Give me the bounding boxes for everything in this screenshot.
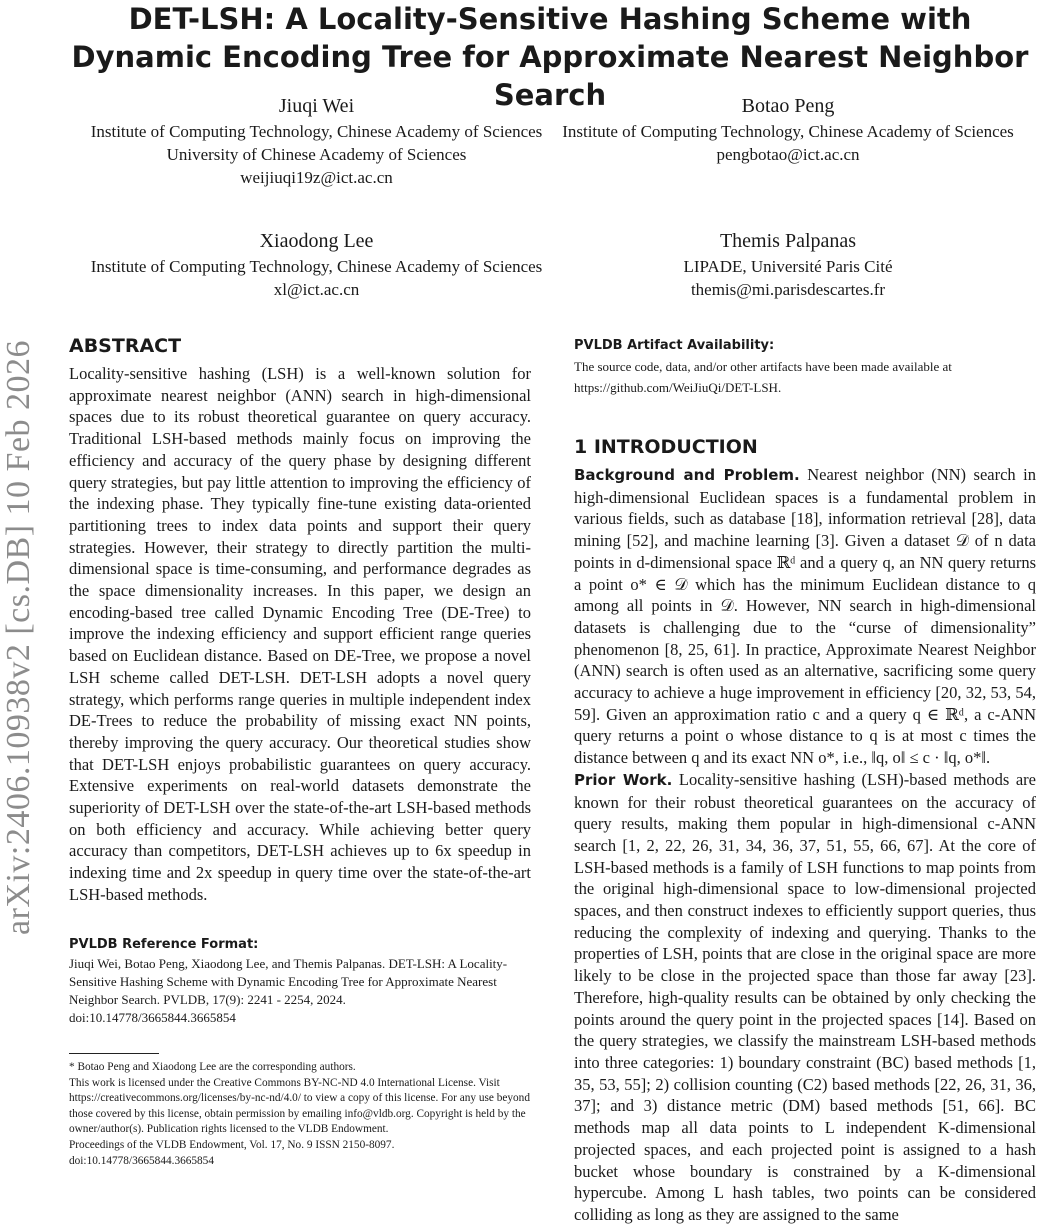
introduction-heading: 1 INTRODUCTION bbox=[574, 436, 758, 458]
footnote-proceedings: Proceedings of the VLDB Endowment, Vol. 17, No. 9 ISSN 2150-8097. bbox=[69, 1138, 395, 1151]
reference-format-text: Jiuqi Wei, Botao Peng, Xiaodong Lee, and Themis Palpanas. DET-LSH: A Locality-Sensitive Hashing Scheme with Dynamic Encoding Tree for Approximate Nearest Neighbor Search. PVLDB, 17(9): 2241 - 2254, 2024. bbox=[69, 956, 508, 1007]
footnote-doi[interactable]: doi:10.14778/3665844.3665854 bbox=[69, 1154, 214, 1167]
reference-doi[interactable]: doi:10.14778/3665844.3665854 bbox=[69, 1010, 236, 1025]
intro-paragraph-2-text: Locality-sensitive hashing (LSH)-based methods are known for their robust theoretical guarantees on the accuracy of query results, making them popular in high-dimensional c-ANN search [1, 2, 22, 26, 31, 34, 36, 37, 51, 55, 66, 67]. At the core of LSH-based methods is a family of LSH functions to map points from the original high-dimensional space to low-dimensional projected spaces, and then construct indexes to efficiently support queries, thus reducing the complexity of indexing and querying. Thanks to the properties of LSH, points that are close in the original space are more likely to be close in the projected space than those far away [23]. Therefore, high-quality results can be obtained by only checking the points around the query point in the projected spaces [14]. Based on the query strategies, we classify the mainstream LSH-based methods into three categories: 1) boundary constraint (BC) based methods [1, 35, 53, 55]; 2) collision counting (C2) based methods [22, 26, 31, 36, 37]; and 3) distance metric (DM) based methods [51, 66]. BC methods map all data points to L independent K-dimensional projected spaces, and each projected point is assigned to a hash bucket whose boundary is constrained by a K-dimensional hypercube. Among L hash tables, two points can be considered colliding as long as they are assigned to the same bbox=[574, 769, 1036, 1224]
author-email[interactable]: weijiuqi19z@ict.ac.cn bbox=[240, 168, 393, 187]
author-affiliation: Institute of Computing Technology, Chinese Academy of Sciences bbox=[562, 122, 1014, 141]
intro-runin-prior-work: Prior Work. bbox=[574, 770, 673, 789]
introduction-section bbox=[574, 436, 1036, 1226]
artifact-heading: PVLDB Artifact Availability: bbox=[574, 338, 775, 353]
author-affiliation: Institute of Computing Technology, Chinese Academy of Sciences bbox=[90, 122, 543, 141]
intro-paragraph-2 bbox=[574, 769, 1036, 1226]
abstract-text: Locality-sensitive hashing (LSH) is a well-known solution for approximate nearest neighbor (ANN) search in high-dimensional spaces due to its robust theoretical guarantee on query accuracy. Traditional LSH-based methods mainly focus on improving the efficiency and accuracy of the query phase by designing different query strategies, but pay little attention to improving the efficiency of the indexing phase. They typically fine-tune existing data-oriented partitioning trees to index data points and support their query strategies. However, their strategy to directly partition the multi-dimensional space is time-consuming, and performance degrades as the space dimensionality increases. In this paper, we design an encoding-based tree called Dynamic Encoding Tree (DE-Tree) to improve the indexing efficiency and support efficient range queries based on Euclidean distance. Based on DE-Tree, we propose a novel LSH scheme called DET-LSH. DET-LSH adopts a novel query strategy, which performs range queries in multiple independent index DE-Trees to reduce the probability of missing exact NN points, thereby improving the query accuracy. Our theoretical studies show that DET-LSH enjoys probabilistic guarantees on query accuracy. Extensive experiments on real-world datasets demonstrate the superiority of DET-LSH over the state-of-the-art LSH-based methods on both efficiency and accuracy. While achieving better query accuracy than competitors, DET-LSH achieves up to 6x speedup in indexing time and 2x speedup in query time over the state-of-the-art LSH-based methods. bbox=[69, 364, 531, 904]
artifact-text: The source code, data, and/or other artifacts have been made available at https://github.com/WeiJiuQi/DET-LSH. bbox=[574, 359, 952, 395]
author-name: Xiaodong Lee bbox=[259, 230, 374, 252]
arxiv-identifier[interactable]: arXiv:2406.10938v2 [cs.DB] 10 Feb 2026 bbox=[0, 339, 37, 935]
footnote-rule bbox=[69, 1053, 159, 1054]
intro-paragraph-1-text: Nearest neighbor (NN) search in high-dimensional Euclidean spaces is a fundamental problem in various fields, such as database [18], information retrieval [28], data mining [52], and machine learning [3]. Given a dataset 𝒟 of n data points in d-dimensional space ℝᵈ and a query q, an NN query returns a point o* ∈ 𝒟 which has the minimum Euclidean distance to q among all points in 𝒟. However, NN search in high-dimensional datasets is challenging due to the “curse of dimensionality” phenomenon [8, 25, 61]. In practice, Approximate Nearest Neighbor (ANN) search is often used as an alternative, sacrificing some query accuracy to achieve a huge improvement in efficiency [20, 32, 53, 54, 59]. Given an approximation ratio c and a query q ∈ ℝᵈ, a c-ANN query returns a point o whose distance to q is at most c times the distance between q and its exact NN o*, i.e., ‖q, o‖ ≤ c · ‖q, o*‖. bbox=[574, 465, 1036, 768]
author-name: Botao Peng bbox=[741, 95, 835, 117]
reference-format bbox=[69, 937, 531, 1027]
author-block-3 bbox=[85, 228, 548, 301]
intro-paragraph-1 bbox=[574, 464, 1036, 769]
artifact-availability bbox=[574, 338, 1036, 398]
intro-runin-background: Background and Problem. bbox=[574, 466, 800, 484]
abstract-heading: ABSTRACT bbox=[69, 335, 182, 357]
footnotes bbox=[69, 1060, 531, 1169]
left-column bbox=[69, 335, 531, 906]
author-affiliation: University of Chinese Academy of Sciences bbox=[166, 145, 467, 164]
author-email[interactable]: xl@ict.ac.cn bbox=[273, 280, 360, 299]
author-block-2 bbox=[558, 93, 1018, 166]
footnote-license: This work is licensed under the Creative Commons BY-NC-ND 4.0 International License. Visit https://creativecommons.org/licenses/by-nc-nd/4.0/ to view a copy of this license. For any use beyond those covered by this license, obtain permission by emailing info@vldb.org. Copyright is held by the owner/author(s). Publication rights licensed to the VLDB Endowment. bbox=[69, 1076, 530, 1136]
author-email[interactable]: themis@mi.parisdescartes.fr bbox=[690, 280, 886, 299]
paper-title: DET-LSH: A Locality-Sensitive Hashing Scheme with Dynamic Encoding Tree for Approximate Nearest Neighbor Search bbox=[71, 2, 1029, 112]
author-email[interactable]: pengbotao@ict.ac.cn bbox=[716, 145, 860, 164]
reference-format-heading: PVLDB Reference Format: bbox=[69, 937, 259, 952]
author-affiliation: LIPADE, Université Paris Cité bbox=[683, 257, 893, 276]
author-affiliation: Institute of Computing Technology, Chinese Academy of Sciences bbox=[90, 257, 543, 276]
author-name: Jiuqi Wei bbox=[278, 95, 355, 117]
footnote-corresponding: * Botao Peng and Xiaodong Lee are the corresponding authors. bbox=[69, 1061, 356, 1073]
author-name: Themis Palpanas bbox=[719, 230, 857, 252]
author-block-1 bbox=[85, 93, 548, 189]
author-block-4 bbox=[558, 228, 1018, 301]
